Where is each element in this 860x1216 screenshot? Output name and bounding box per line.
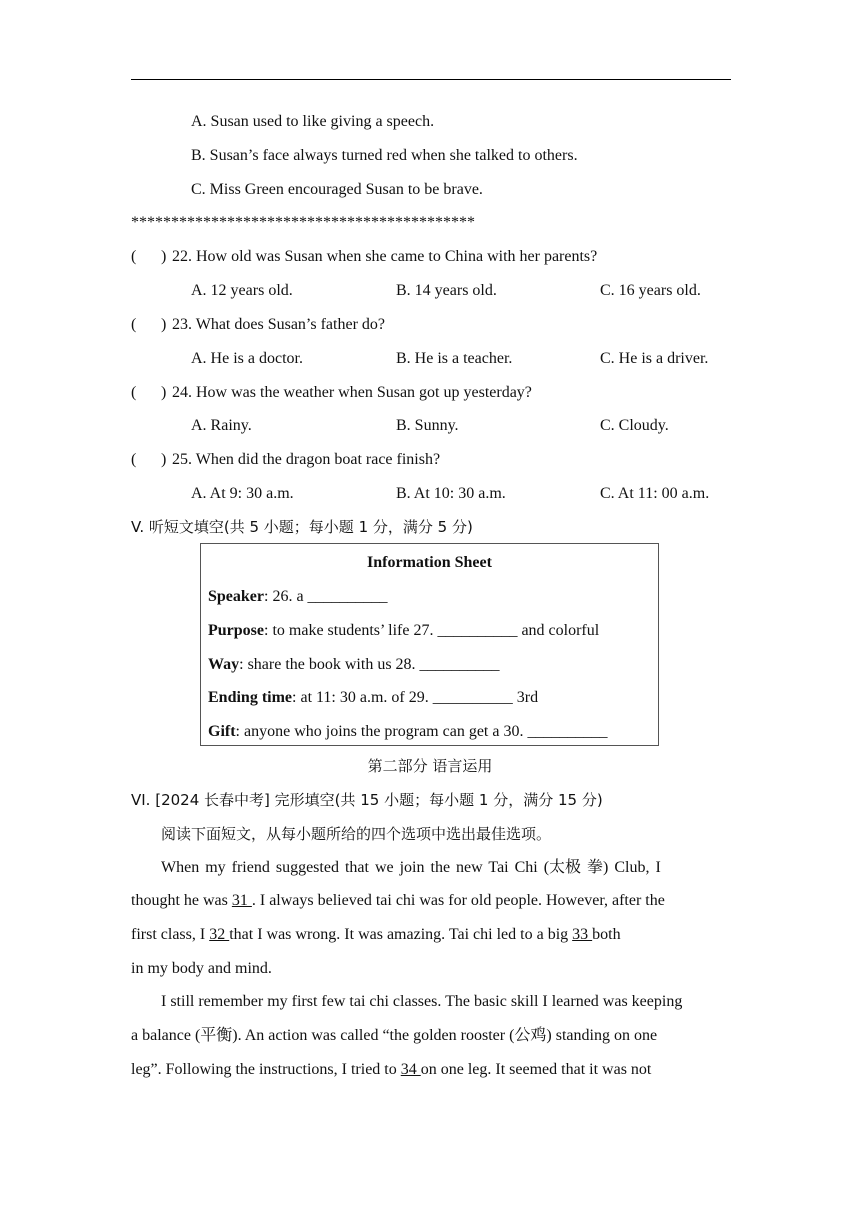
q22-option-c: C. 16 years old.: [600, 282, 701, 299]
passage-p1-line2: [131, 891, 665, 911]
passage-p1-line3: [131, 925, 621, 945]
sheet-row-purpose: [208, 621, 599, 641]
row-text: : anyone who joins the program can get a 30. __________: [235, 723, 608, 740]
q23-option-c: C. He is a driver.: [600, 350, 709, 367]
section-6-instruction: 阅读下面短文，从每小题所给的四个选项中选出最佳选项。: [161, 825, 552, 843]
q25-answer-paren-close: ): [161, 451, 167, 468]
q25-question: 25. When did the dragon boat race finish?: [172, 451, 441, 468]
passage-p1-line1: When my friend suggested that we join the new Tai Chi (太极 拳) Club, I: [161, 859, 661, 876]
information-sheet: [200, 543, 659, 746]
text-segment: both: [592, 926, 621, 943]
q22-option-a: A. 12 years old.: [191, 282, 293, 299]
text-segment: that I was wrong. It was amazing. Tai chi led to a big: [229, 926, 573, 943]
q24-answer-paren-close: ): [161, 384, 167, 401]
text-segment: leg”. Following the instructions, I tried to: [131, 1061, 401, 1078]
sheet-title: Information Sheet: [367, 554, 492, 571]
separator-line: *******************************************: [131, 214, 475, 231]
row-text: : 26. a __________: [264, 588, 388, 605]
text-segment: first class, I: [131, 926, 210, 943]
section-5-heading: V. 听短文填空(共 5 小题；每小题 1 分，满分 5 分): [131, 518, 473, 536]
row-label: Way: [208, 656, 240, 673]
sheet-row-ending-time: [208, 688, 538, 708]
sheet-row-gift: [208, 722, 607, 742]
q24-option-b: B. Sunny.: [396, 417, 459, 434]
passage-p2-line3: [131, 1060, 651, 1080]
q21-option-a: A. Susan used to like giving a speech.: [191, 113, 435, 130]
q23-question: 23. What does Susan’s father do?: [172, 316, 385, 333]
sheet-row-speaker: [208, 587, 388, 607]
q22-question: 22. How old was Susan when she came to China with her parents?: [172, 248, 598, 265]
q21-option-c: C. Miss Green encouraged Susan to be brave.: [191, 181, 483, 198]
row-text: : to make students’ life 27. __________ and colorful: [264, 622, 600, 639]
q23-answer-paren-close: ): [161, 316, 167, 333]
q25-answer-paren-open: (: [131, 451, 137, 468]
q25-option-b: B. At 10: 30 a.m.: [396, 485, 506, 502]
q25-option-a: A. At 9: 30 a.m.: [191, 485, 294, 502]
blank-33: 33: [572, 926, 593, 943]
passage-p1-line4: in my body and mind.: [131, 960, 272, 977]
q23-answer-paren-open: (: [131, 316, 137, 333]
part-2-title: 第二部分 语言运用: [367, 757, 493, 775]
section-6-heading: VI. [2024 长春中考] 完形填空(共 15 小题；每小题 1 分，满分 15 分): [131, 791, 603, 809]
passage-p2-line2: a balance (平衡). An action was called “the golden rooster (公鸡) standing on one: [131, 1027, 658, 1044]
q24-question: 24. How was the weather when Susan got up yesterday?: [172, 384, 532, 401]
q23-option-b: B. He is a teacher.: [396, 350, 513, 367]
row-text: : at 11: 30 a.m. of 29. __________ 3rd: [292, 689, 539, 706]
q22-answer-paren-open: (: [131, 248, 137, 265]
q23-option-a: A. He is a doctor.: [191, 350, 303, 367]
row-label: Speaker: [208, 588, 264, 605]
q24-option-a: A. Rainy.: [191, 417, 252, 434]
blank-34: 34: [400, 1061, 421, 1078]
q24-option-c: C. Cloudy.: [600, 417, 669, 434]
q24-answer-paren-open: (: [131, 384, 137, 401]
text-segment: thought he was: [131, 892, 232, 909]
text-segment: . I always believed tai chi was for old people. However, after the: [251, 892, 665, 909]
text-segment: on one leg. It seemed that it was not: [420, 1061, 652, 1078]
row-label: Purpose: [208, 622, 264, 639]
q22-option-b: B. 14 years old.: [396, 282, 497, 299]
blank-32: 32: [209, 926, 230, 943]
row-text: : share the book with us 28. __________: [239, 656, 500, 673]
q21-option-b: B. Susan’s face always turned red when she talked to others.: [191, 147, 578, 164]
header-rule: [131, 79, 731, 80]
sheet-row-way: [208, 655, 500, 675]
row-label: Ending time: [208, 689, 293, 706]
q25-option-c: C. At 11: 00 a.m.: [600, 485, 710, 502]
q22-answer-paren-close: ): [161, 248, 167, 265]
blank-31: 31: [231, 892, 252, 909]
row-label: Gift: [208, 723, 236, 740]
passage-p2-line1: I still remember my first few tai chi classes. The basic skill I learned was keeping: [161, 993, 683, 1010]
